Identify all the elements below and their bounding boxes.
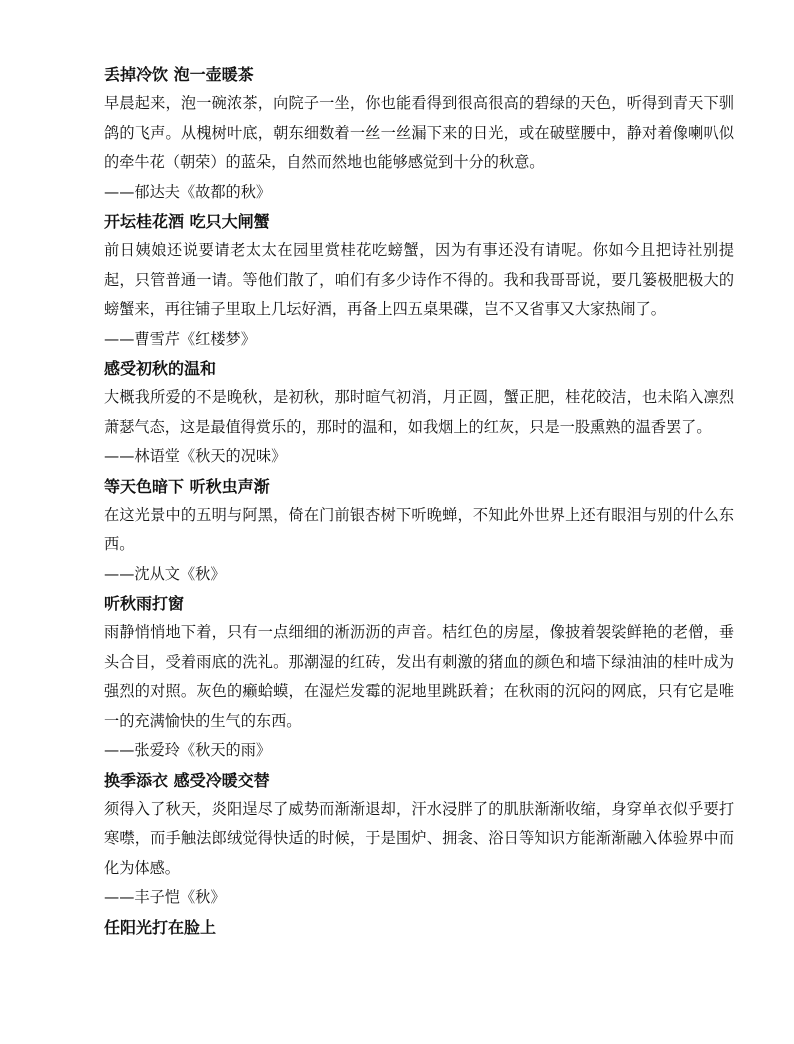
section-heading: 开坛桂花酒 吃只大闸蟹 [104,212,270,231]
quote-source: ——丰子恺《秋》 [104,888,226,906]
quote-text: 大概我所爱的不是晚秋，是初秋，那时暄气初消，月正圆，蟹正肥，桂花皎洁，也未陷入凛烈萧瑟气态，这是最值得赏乐的，那时的温和，如我烟上的红灰，只是一股熏熟的温香罢了。 [104,388,734,436]
quote-text: 前日姨娘还说要请老太太在园里赏桂花吃螃蟹，因为有事还没有请呢。你如今且把诗社别提起，只管普通一请。等他们散了，咱们有多少诗作不得的。我和我哥哥说，要几篓极肥极大的螃蟹来，再往铺子里取上几坛好酒，再备上四五桌果碟，岂不又省事又大家热闹了。 [104,241,734,318]
section-osmanthus-wine-crab [104,207,734,354]
section-sunlight-face [104,913,734,942]
section-heading: 等天色暗下 听秋虫声渐 [104,476,270,496]
quote-source: ——曹雪芹《红楼梦》 [104,329,256,348]
quote-text: 在这光景中的五明与阿黑，倚在门前银杏树下听晚蝉，不知此外世界上还有眼泪与别的什么东西。 [104,505,734,553]
quote-text: 雨静悄悄地下着，只有一点细细的淅沥沥的声音。桔红色的房屋，像披着袈裟鲜艳的老僧，垂头合目，受着雨底的洗礼。那潮湿的红砖，发出有刺激的猪血的颜色和墙下绿油油的桂叶成为强烈的对照。灰色的癞蛤蟆，在湿烂发霉的泥地里跳跃着；在秋雨的沉闷的网底，只有它是唯一的充满愉快的生气的东西。 [104,623,734,730]
section-heading: 换季添衣 感受冷暖交替 [104,770,270,790]
section-early-autumn-warmth [104,354,734,472]
section-heading: 丢掉冷饮 泡一壶暖茶 [104,65,254,84]
quote-text: 早晨起来，泡一碗浓茶，向院子一坐，你也能看得到很高很高的碧绿的天色，听得到青天下驯鸽的飞声。从槐树叶底，朝东细数着一丝一丝漏下来的日光，或在破壁腰中，静对着像喇叭似的牵牛花（朝荣）的蓝朵，自然而然地也能够感觉到十分的秋意。 [104,94,734,171]
quote-source: ——张爱玲《秋天的雨》 [104,741,272,759]
section-cold-drink-tea [104,60,734,207]
section-heading: 任阳光打在脸上 [104,917,217,937]
quote-text: 须得入了秋天，炎阳逞尽了威势而渐渐退却，汗水浸胖了的肌肤渐渐收缩，身穿单衣似乎要打寒噤，而手触法郎绒觉得快适的时候，于是围炉、拥衾、浴日等知识方能渐渐融入体验界中而化为体感。 [104,799,734,877]
quote-source: ——林语堂《秋天的况味》 [104,447,287,465]
quote-source: ——沈从文《秋》 [104,564,226,583]
quote-source: ——郁达夫《故都的秋》 [104,182,272,201]
section-autumn-rain [104,589,734,766]
section-heading: 听秋雨打窗 [104,594,185,613]
section-heading: 感受初秋的温和 [104,359,217,378]
section-change-clothes [104,766,734,913]
section-autumn-insects [104,472,734,590]
